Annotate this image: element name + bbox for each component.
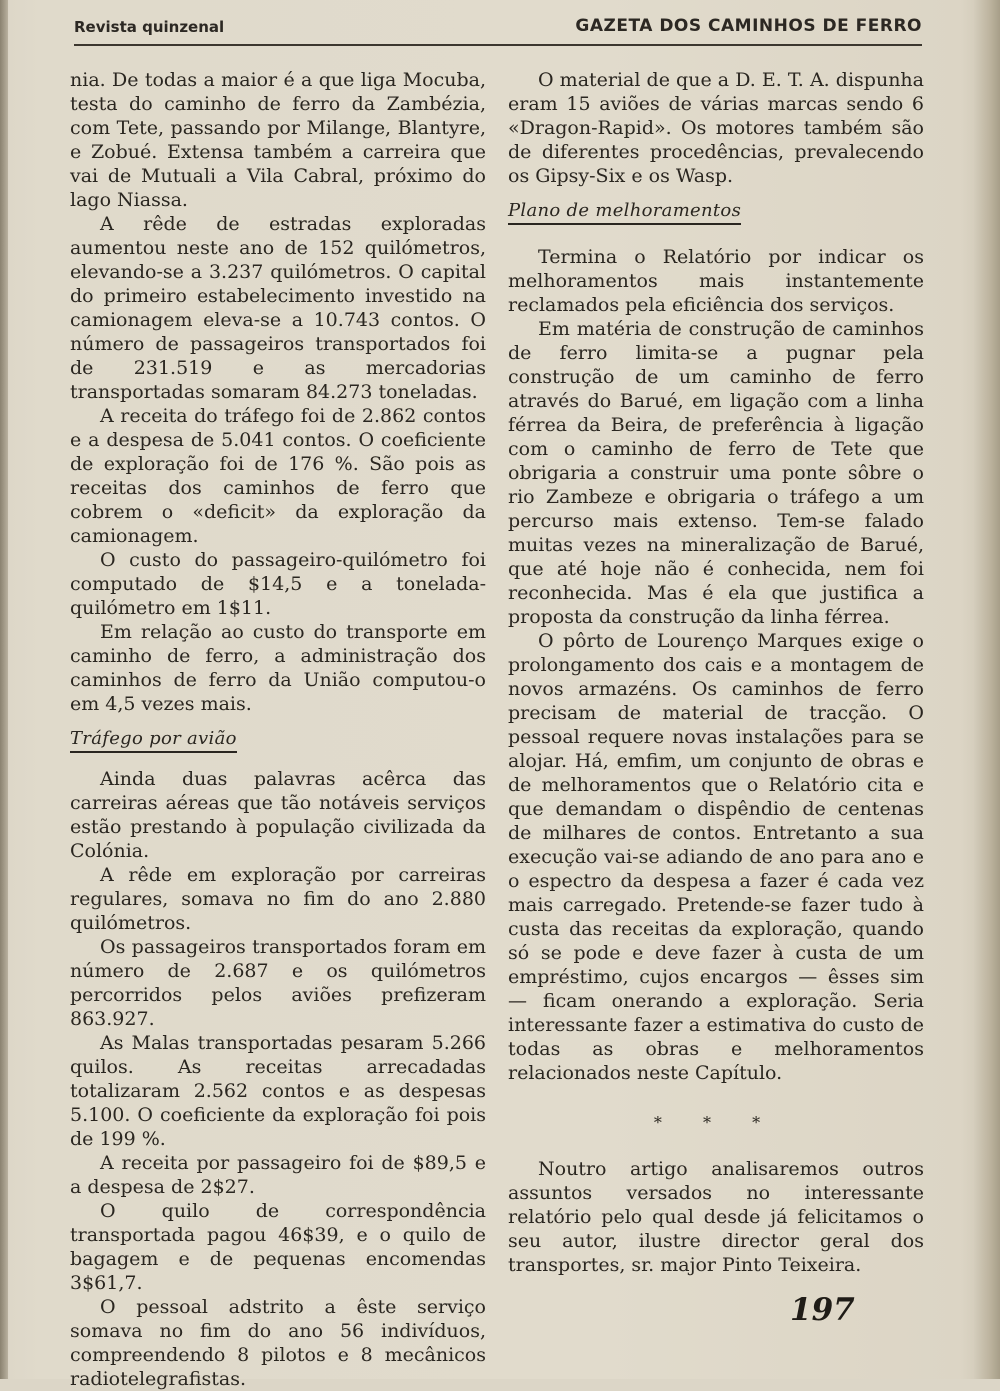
paragraph: nia. De todas a maior é a que liga Mocuba, testa do caminho de ferro da Zambézia, com Tete, passando por Milange, Blantyre, e Zobué. Extensa também a carreira que vai de Mutuali a Vila Cabral, próximo do lago Niassa.: [70, 69, 486, 211]
paragraph: O custo do passageiro-quilómetro foi computado de $14,5 e a tonelada-quilómetro em 1$11.: [70, 549, 486, 619]
running-header: [74, 14, 922, 46]
section-heading: Tráfego por avião: [70, 728, 237, 753]
paragraph: A receita do tráfego foi de 2.862 contos e a despesa de 5.041 contos. O coeficiente de exploração foi de 176 %. São pois as receitas dos caminhos de ferro que cobrem o «deficit» da exploração da camionagem.: [70, 405, 486, 547]
header-left: Revista quinzenal: [74, 18, 225, 36]
paragraph: Os passageiros transportados foram em número de 2.687 e os quilómetros percorridos pelos aviões prefizeram 863.927.: [70, 936, 486, 1030]
page-left-edge: [0, 0, 8, 1379]
page-right-edge: [974, 0, 1000, 1379]
paragraph: Ainda duas palavras acêrca das carreiras aéreas que tão notáveis serviços estão prestando à população civilizada da Colónia.: [70, 768, 486, 862]
paragraph: As Malas transportadas pesaram 5.266 quilos. As receitas arrecadadas totalizaram 2.562 contos e as despesas 5.100. O coeficiente da exploração foi pois de 199 %.: [70, 1032, 486, 1150]
header-right: GAZETA DOS CAMINHOS DE FERRO: [575, 16, 922, 36]
paragraph: O material de que a D. E. T. A. dispunha eram 15 aviões de várias marcas sendo 6 «Dragon-Rapid». Os motores também são de diferentes procedências, prevalecendo os Gipsy-Six e os Wasp.: [508, 69, 924, 187]
paragraph: A rêde de estradas exploradas aumentou neste ano de 152 quilómetros, elevando-se a 3.237 quilómetros. O capital do primeiro estabelecimento investido na camionagem eleva-se a 10.743 contos. O número de passageiros transportados foi de 231.519 e as mercadorias transportadas somaram 84.273 toneladas.: [70, 213, 486, 403]
page-number: 197: [790, 1292, 855, 1328]
section-heading: Plano de melhoramentos: [508, 200, 741, 225]
left-column: [70, 68, 486, 1391]
right-column: [508, 68, 924, 1277]
paragraph: Em relação ao custo do transporte em caminho de ferro, a administração dos caminhos de ferro da União computou-o em 4,5 vezes mais.: [70, 621, 486, 715]
paragraph: Noutro artigo analisaremos outros assuntos versados no interessante relatório pelo qual desde já felicitamos o seu autor, ilustre director geral dos transportes, sr. major Pinto Teixeira.: [508, 1158, 924, 1276]
paragraph: A rêde em exploração por carreiras regulares, somava no fim do ano 2.880 quilómetros.: [70, 864, 486, 934]
paragraph: O pôrto de Lourenço Marques exige o prolongamento dos cais e a montagem de novos armazéns. Os caminhos de ferro precisam de material de tracção. O pessoal requere novas instalações para se alojar. Há, emfim, um conjunto de obras e de melhoramentos que o Relatório cita e que demandam o dispêndio de centenas de milhares de contos. Entretanto a sua execução vai-se adiando de ano para ano e o espectro da despesa a fazer é cada vez mais carregado. Pretende-se fazer tudo à custa das receitas da exploração, quando só se pode e deve fazer à custa de um empréstimo, cujos encargos — êsses sim — ficam onerando a exploração. Seria interessante fazer a estimativa do custo de todas as obras e melhoramentos relacionados neste Capítulo.: [508, 630, 924, 1084]
paragraph: A receita por passageiro foi de $89,5 e a despesa de 2$27.: [70, 1152, 486, 1198]
paragraph: Em matéria de construção de caminhos de ferro limita-se a pugnar pela construção de um caminho de ferro através do Barué, em ligação com a linha férrea da Beira, de preferência à ligação com o caminho de ferro de Tete que obrigaria a construir uma ponte sôbre o rio Zambeze e obrigaria o tráfego a um percurso mais extenso. Tem-se falado muitas vezes na mineralização de Barué, que até hoje não é conhecida, nem foi reconhecida. Mas é ela que justifica a proposta da construção da linha férrea.: [508, 318, 924, 628]
paragraph: Termina o Relatório por indicar os melhoramentos mais instantemente reclamados pela eficiência dos serviços.: [508, 246, 924, 316]
paragraph: O pessoal adstrito a êste serviço somava no fim do ano 56 indivíduos, compreendendo 8 pilotos e 8 mecânicos radiotelegrafistas.: [70, 1296, 486, 1390]
paragraph: O quilo de correspondência transportada pagou 46$39, e o quilo de bagagem e de pequenas encomendas 3$61,7.: [70, 1200, 486, 1294]
section-separator: * * *: [653, 1113, 779, 1132]
